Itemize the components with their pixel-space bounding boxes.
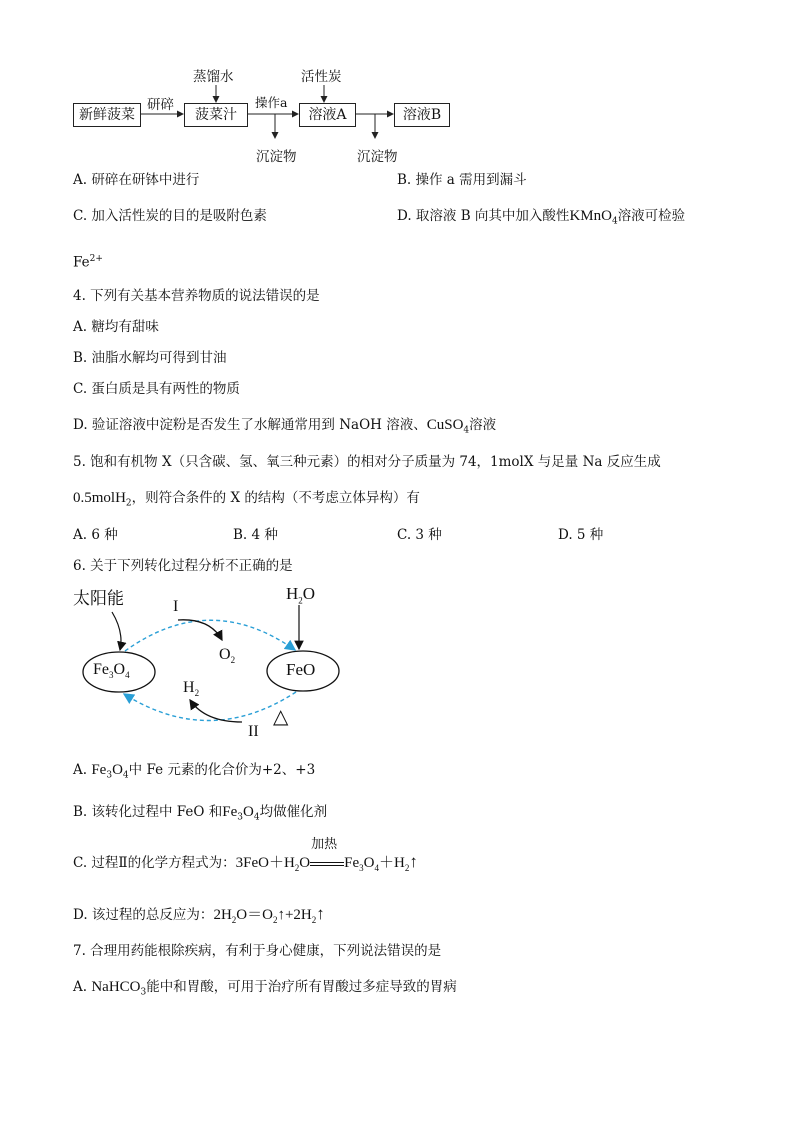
q6-option-c: C. 过程Ⅱ的化学方程式为：$3FeO+H_2O$ 加热 $Fe_3O_4+H_2↑$ <box>73 836 418 873</box>
c-equation-left: $3FeO+H_2O$ <box>235 855 311 873</box>
flow-box-spinach: 新鲜菠菜 <box>73 103 141 127</box>
c-equation-right: $Fe_3O_4+H_2↑$ <box>344 852 418 873</box>
q4-option-d: D. 验证溶液中淀粉是否发生了水解通常用到 NaOH 溶液、CuSO$_4$溶液 <box>73 417 497 436</box>
flow-label-precipitate-1: 沉淀物 <box>256 149 297 165</box>
q6-option-d: D. 该过程的总反应为：$2H_2O=O_2↑+2H_2↑$ <box>73 904 325 925</box>
q5-stem: 5. 饱和有机物 X（只含碳、氢、氧三种元素）的相对分子质量为 74，1molX 与足量 Na 反应生成 <box>73 454 661 470</box>
q7-stem: 7. 合理用药能根除疾病，有利于身心健康，下列说法错误的是 <box>73 943 442 959</box>
q5-option-a: A. 6 种 <box>73 527 118 543</box>
solar-energy-label: 太阳能 <box>73 589 124 609</box>
q6-option-a: A. $Fe_3O_4$中 Fe 元素的化合价为+2、+3 <box>73 762 316 781</box>
step-1-label: I <box>173 598 179 615</box>
heating-condition: 加热 <box>310 855 344 873</box>
q3-option-d-continued: $Fe^{2+}$ <box>73 254 103 271</box>
q4-option-c: C. 蛋白质是具有两性的物质 <box>73 381 240 397</box>
q5-option-c: C. 3 种 <box>397 527 442 543</box>
h2-label: $H_2$ <box>183 679 200 699</box>
flow-label-precipitate-2: 沉淀物 <box>357 149 398 165</box>
flow-label-grind: 研碎 <box>147 97 174 113</box>
heat-triangle-icon: △ <box>273 706 289 728</box>
feo-label: FeO <box>286 660 316 679</box>
q7-option-a: A. NaHCO$_3$能中和胃酸，可用于治疗所有胃酸过多症导致的胃病 <box>73 979 457 998</box>
q5-option-d: D. 5 种 <box>558 527 604 543</box>
q4-stem: 4. 下列有关基本营养物质的说法错误的是 <box>73 288 320 304</box>
flow-box-juice: 菠菜汁 <box>184 103 248 127</box>
q5-option-b: B. 4 种 <box>233 527 278 543</box>
q6-option-b: B. 该转化过程中 FeO 和$Fe_3O_4$均做催化剂 <box>73 804 328 823</box>
q6-stem: 6. 关于下列转化过程分析不正确的是 <box>73 558 293 574</box>
flow-box-solution-b: 溶液B <box>394 103 450 127</box>
water-label: $H_2O$ <box>286 584 316 606</box>
step-2-label: II <box>248 723 259 740</box>
fe3o4-label: $Fe_3O_4$ <box>93 661 130 681</box>
q4-option-b: B. 油脂水解均可得到甘油 <box>73 350 227 366</box>
flow-label-operation-a: 操作a <box>255 95 288 110</box>
flow-label-water: 蒸馏水 <box>193 69 234 85</box>
flow-label-carbon: 活性炭 <box>301 69 342 85</box>
q3-option-a: A. 研碎在研钵中进行 <box>73 172 200 188</box>
q3-option-d: D. 取溶液 B 向其中加入酸性KMnO$_4$溶液可检验 <box>397 208 686 227</box>
q4-option-a: A. 糖均有甜味 <box>73 319 159 335</box>
o2-label: $O_2$ <box>219 646 236 666</box>
q5-stem-continued: 0.5molH$_2$，则符合条件的 X 的结构（不考虑立体异构）有 <box>73 490 420 509</box>
q3-option-c: C. 加入活性炭的目的是吸附色素 <box>73 208 267 224</box>
flow-box-solution-a: 溶液A <box>299 103 356 127</box>
q3-option-b: B. 操作 a 需用到漏斗 <box>397 172 527 188</box>
